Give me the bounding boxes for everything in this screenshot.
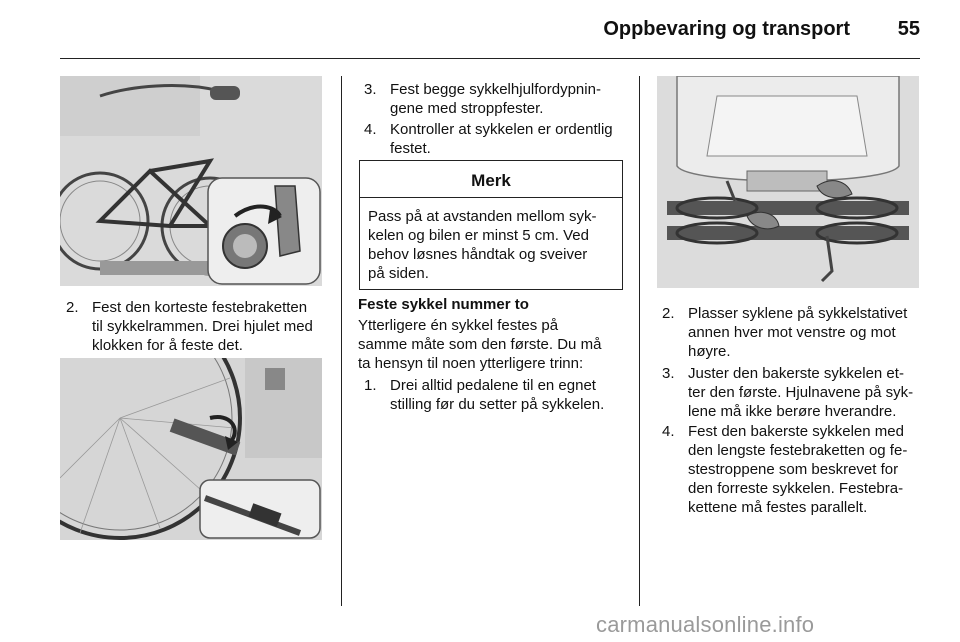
step-number: 4. [662, 423, 675, 440]
step-line: festet. [390, 140, 431, 157]
step-line: klokken for å feste det. [92, 337, 243, 354]
step-number: 2. [66, 299, 79, 316]
step-line: den forreste sykkelen. Festebra- [688, 480, 904, 497]
middle-step-3 [364, 80, 634, 120]
note-line: behov løsnes håndtak og sveiver [368, 246, 588, 263]
right-step-4 [662, 422, 932, 522]
figure-two-bikes-top-view [657, 76, 919, 288]
note-body [368, 207, 618, 283]
step-line: stestroppene som beskrevet for [688, 461, 899, 478]
middle-step-1 [364, 376, 634, 416]
page-title: Oppbevaring og transport [603, 18, 850, 40]
column-divider-1 [341, 76, 342, 606]
paragraph-line: ta hensyn til noen ytterligere trinn: [358, 355, 584, 372]
figure-frame-bracket [60, 358, 322, 540]
step-line: kettene må festes parallelt. [688, 499, 868, 516]
step-line: stilling før du setter på sykkelen. [390, 396, 605, 413]
step-line: annen hver mot venstre og mot [688, 324, 896, 341]
step-line: den lengste festebraketten og fe- [688, 442, 908, 459]
paragraph-line: Ytterligere én sykkel festes på [358, 317, 559, 334]
note-line: Pass på at avstanden mellom syk- [368, 208, 597, 225]
bike-carrier-illustration [60, 76, 322, 286]
frame-bracket-illustration [60, 358, 322, 540]
step-line: til sykkelrammen. Drei hjulet med [92, 318, 313, 335]
step-line: Drei alltid pedalene til en egnet [390, 377, 596, 394]
note-box [359, 160, 623, 290]
right-step-2 [662, 304, 932, 364]
section-heading: Feste sykkel nummer to [358, 296, 529, 313]
step-number: 2. [662, 305, 675, 322]
watermark: carmanualsonline.info [596, 612, 815, 637]
step-line: Fest den bakerste sykkelen med [688, 423, 904, 440]
step-number: 1. [364, 377, 377, 394]
step-number: 3. [364, 81, 377, 98]
note-title: Merk [360, 161, 622, 198]
step-line: Kontroller at sykkelen er ordentlig [390, 121, 613, 138]
middle-step-4 [364, 120, 634, 160]
paragraph-line: samme måte som den første. Du må [358, 336, 602, 353]
left-step-2 [66, 298, 328, 358]
page-number: 55 [897, 18, 920, 40]
step-line: gene med stroppfester. [390, 100, 544, 117]
step-line: ter den første. Hjulnavene på syk- [688, 384, 914, 401]
step-number: 3. [662, 365, 675, 382]
two-bikes-illustration [657, 76, 919, 288]
step-line: lene må ikke berøre hverandre. [688, 403, 897, 420]
note-line: kelen og bilen er minst 5 cm. Ved [368, 227, 589, 244]
figure-bike-on-carrier [60, 76, 322, 286]
note-line: på siden. [368, 265, 429, 282]
step-line: Fest den korteste festebraketten [92, 299, 308, 316]
column-divider-2 [639, 76, 640, 606]
step-line: høyre. [688, 343, 731, 360]
step-line: Juster den bakerste sykkelen et- [688, 365, 904, 382]
right-step-3 [662, 364, 932, 424]
section-paragraph [358, 316, 626, 373]
step-line: Fest begge sykkelhjulfordypnin- [390, 81, 601, 98]
header-rule [60, 58, 920, 59]
step-number: 4. [364, 121, 377, 138]
step-line: Plasser syklene på sykkelstativet [688, 305, 908, 322]
